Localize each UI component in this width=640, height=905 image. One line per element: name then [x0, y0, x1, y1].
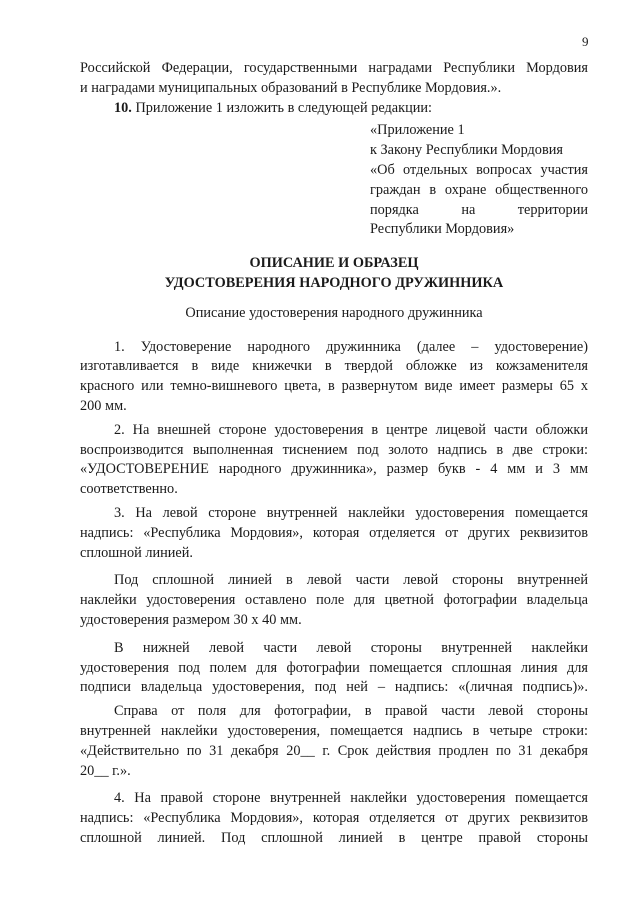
item-10-number: 10. — [114, 99, 132, 116]
paragraph-3 — [80, 504, 588, 563]
text-line: 200 мм. — [80, 397, 127, 414]
annex-line: порядка на территории — [370, 201, 588, 218]
intro-paragraph — [80, 59, 588, 99]
text-line: «УДОСТОВЕРЕНИЕ народного дружинника», размер букв - 4 мм и 3 мм — [80, 461, 588, 478]
text-line: надпись: «Республика Мордовия», которая отделяется от других реквизитов — [80, 524, 588, 541]
text-line: удостоверения размером 30 х 40 мм. — [80, 611, 302, 628]
text-line: удостоверения под полем для фотографии помещается сплошная линия для — [80, 659, 588, 676]
title-line-1: ОПИСАНИЕ И ОБРАЗЕЦ — [249, 255, 419, 272]
paragraph-6 — [80, 702, 588, 781]
document-title — [80, 254, 588, 294]
item-10-paragraph — [80, 99, 588, 119]
text-line: 20__ г.». — [80, 762, 131, 779]
text-line: 3. На левой стороне внутренней наклейки удостоверения помещается — [114, 504, 588, 521]
text-line: 1. Удостоверение народного дружинника (далее – удостоверение) — [114, 338, 588, 355]
paragraph-1 — [80, 338, 588, 417]
page-number: 9 — [582, 34, 589, 49]
text-line: изготавливается в виде книжечки в твердой обложке из кожзаменителя — [80, 358, 588, 375]
paragraph-2 — [80, 421, 588, 500]
text-line: красного или темно-вишневого цвета, в развернутом виде имеет размеры 65 х — [80, 378, 588, 395]
text-line: воспроизводится выполненная тиснением под золото надпись в две строки: — [80, 441, 588, 458]
text-line: 2. На внешней стороне удостоверения в центре лицевой части обложки — [114, 421, 588, 438]
text-line: «Действительно по 31 декабря 20__ г. Срок действия продлен по 31 декабря — [80, 742, 588, 759]
annex-line: «Приложение 1 — [370, 122, 465, 139]
text-line: и наградами муниципальных образований в Республике Мордовия.». — [80, 79, 502, 96]
paragraph-7 — [80, 789, 588, 848]
title-line-2: УДОСТОВЕРЕНИЯ НАРОДНОГО ДРУЖИННИКА — [164, 274, 504, 291]
section-subtitle: Описание удостоверения народного дружинника — [185, 304, 483, 321]
text-line: внутренней наклейки удостоверения, помещается надпись в четыре строки: — [80, 722, 588, 739]
text-line: подписи владельца удостоверения, под ней – надпись: «(личная подпись)». — [80, 679, 588, 696]
paragraph-4 — [80, 571, 588, 630]
annex-reference — [370, 121, 588, 240]
annex-line: к Закону Республики Мордовия — [370, 142, 563, 159]
paragraph-5 — [80, 639, 588, 698]
annex-line: Республики Мордовия» — [370, 221, 515, 238]
annex-line: граждан в охране общественного — [370, 181, 588, 198]
text-line: надпись: «Республика Мордовия», которая отделяется от других реквизитов — [80, 810, 588, 827]
text-line: сплошной линией. — [80, 544, 193, 561]
item-10-text: Приложение 1 изложить в следующей редакции: — [131, 99, 433, 116]
text-line: Справа от поля для фотографии, в правой части левой стороны — [114, 703, 588, 720]
text-line: Российской Федерации, государственными наградами Республики Мордовия — [80, 60, 588, 76]
text-line: соответственно. — [80, 481, 178, 498]
text-line: 4. На правой стороне внутренней наклейки удостоверения помещается — [114, 790, 588, 807]
annex-line: «Об отдельных вопросах участия — [370, 161, 588, 178]
text-line: наклейки удостоверения оставлено поле для цветной фотографии владельца — [80, 592, 588, 609]
text-column — [80, 59, 588, 849]
text-line: Под сплошной линией в левой части левой стороны внутренней — [114, 572, 588, 589]
text-line: сплошной линией. Под сплошной линией в центре правой стороны — [80, 829, 588, 846]
text-line: В нижней левой части левой стороны внутренней наклейки — [114, 639, 588, 656]
